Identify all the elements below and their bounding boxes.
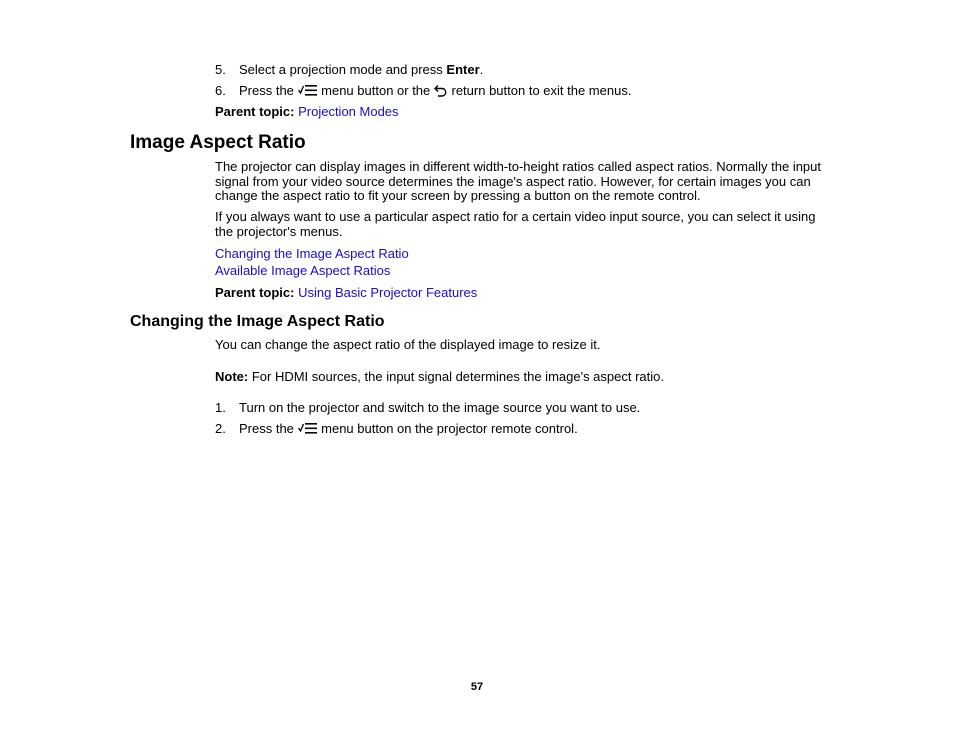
link-row-changing [215, 246, 409, 261]
step-1 [215, 400, 640, 415]
step-text-end: return button to exit the menus. [447, 83, 632, 98]
parent-topic-label: Parent topic: [215, 104, 295, 119]
aspect-ratio-menu-note: If you always want to use a particular aspect ratio for a certain video input source, you can select it using the projector's menus. [215, 209, 816, 239]
aspect-ratio-description: The projector can display images in different width-to-height ratios called aspect ratios. Normally the input signal from your video source determines the image's aspect ratio. However, for certain images you can change the aspect ratio to fit your screen by pressing a button on the remote control. [215, 159, 822, 203]
step-6 [215, 83, 631, 100]
section-heading-changing-aspect-ratio: Changing the Image Aspect Ratio [130, 313, 385, 330]
note-label: Note: [215, 369, 249, 384]
parent-topic-label: Parent topic: [215, 285, 295, 300]
return-icon [434, 84, 448, 100]
available-aspect-ratios-link[interactable]: Available Image Aspect Ratios [215, 263, 391, 278]
step-number: 5. [215, 62, 226, 77]
hdmi-note [215, 369, 664, 384]
step-number: 2. [215, 421, 226, 436]
step-text-mid: menu button or the [317, 83, 434, 98]
projection-modes-link[interactable]: Projection Modes [298, 104, 399, 119]
step-text: Select a projection mode and press [239, 62, 447, 77]
step-text-end: . [479, 62, 484, 77]
menu-icon [298, 422, 318, 438]
parent-topic-basic-features [215, 285, 477, 300]
note-text: For HDMI sources, the input signal determines the image's aspect ratio. [248, 369, 664, 384]
step-text-end: menu button on the projector remote control. [317, 421, 578, 436]
link-row-available [215, 263, 390, 278]
page-number: 57 [470, 681, 484, 693]
menu-icon [298, 84, 318, 100]
basic-projector-features-link[interactable]: Using Basic Projector Features [298, 285, 478, 300]
step-number: 6. [215, 83, 226, 98]
step-text: Press the [239, 421, 298, 436]
step-text: Turn on the projector and switch to the image source you want to use. [239, 400, 641, 415]
section-heading-image-aspect-ratio: Image Aspect Ratio [130, 132, 306, 153]
step-number: 1. [215, 400, 226, 415]
step-text: Press the [239, 83, 298, 98]
step-5 [215, 62, 483, 77]
enter-key-label: Enter [446, 62, 480, 77]
changing-intro: You can change the aspect ratio of the displayed image to resize it. [215, 337, 601, 352]
step-2 [215, 421, 578, 438]
changing-aspect-ratio-link[interactable]: Changing the Image Aspect Ratio [215, 246, 409, 261]
parent-topic-projection [215, 104, 399, 119]
